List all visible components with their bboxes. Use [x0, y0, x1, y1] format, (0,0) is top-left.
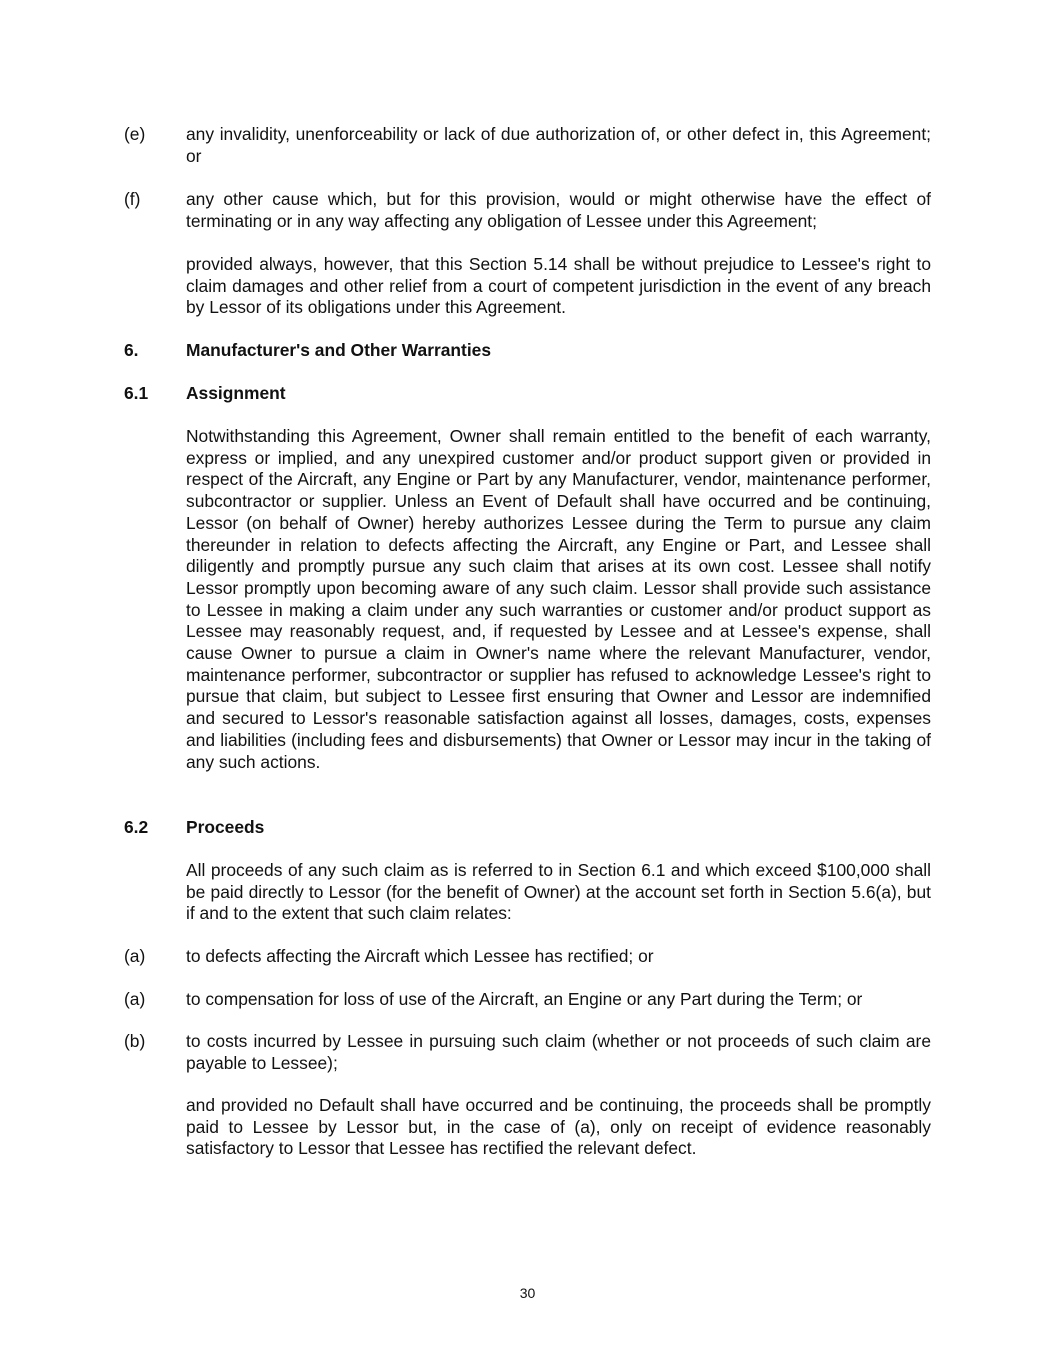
clause-f-label: (f): [124, 189, 141, 209]
proceeds-item-2: [124, 989, 931, 1011]
proceeds-item-3-label: (b): [124, 1031, 146, 1051]
proceeds-item-1-text: to defects affecting the Aircraft which Lessee has rectified; or: [186, 946, 654, 966]
page-number: 30: [519, 1285, 536, 1301]
clause-e-text: any invalidity, unenforceability or lack of due authorization of, or other defect in, this Agreement; or: [186, 124, 931, 166]
clause-f: [124, 189, 931, 232]
proceeds-closing-paragraph: and provided no Default shall have occurred and be continuing, the proceeds shall be promptly paid to Lessee by Lessor but, in the case of (a), only on receipt of evidence reasonably satisfactory to Lessor that Lessee has rectified the relevant defect.: [186, 1095, 931, 1159]
section-6-2-title: Proceeds: [186, 817, 265, 837]
proceeds-item-1-label: (a): [124, 946, 146, 966]
clause-e-label: (e): [124, 124, 146, 144]
clause-e: [124, 124, 931, 167]
proviso-paragraph: provided always, however, that this Section 5.14 shall be without prejudice to Lessee's right to claim damages and other relief from a court of competent jurisdiction in the event of any breach by Lessor of its obligations under this Agreement.: [186, 254, 931, 318]
section-6-heading: [124, 340, 931, 362]
section-6-number: 6.: [124, 340, 139, 360]
section-6-1-heading: [124, 383, 931, 405]
section-6-2-heading: [124, 817, 931, 839]
section-6-1-body: Notwithstanding this Agreement, Owner shall remain entitled to the benefit of each warranty, express or implied, and any unexpired customer and/or product support given or provided in respect of the Aircraft, any Engine or Part by any Manufacturer, vendor, maintenance performer, subcontractor or supplier. Unless an Event of Default shall have occurred and be continuing, Lessor (on behalf of Owner) hereby authorizes Lessee during the Term to pursue any claim thereunder in relation to defects affecting the Aircraft, any Engine or Part, and Lessee shall diligently and promptly pursue any such claim that arises at its own cost. Lessee shall notify Lessor promptly upon becoming aware of any such claim. Lessor shall provide such assistance to Lessee in making a claim under any such warranties or customer and/or product support as Lessee may reasonably request, and, if requested by Lessee and at Lessee's expense, shall cause Owner to pursue a claim in Owner's name where the relevant Manufacturer, vendor, maintenance performer, subcontractor or supplier has refused to acknowledge Lessee's right to pursue that claim, but subject to Lessee first ensuring that Owner and Lessor are indemnified and secured to Lessor's reasonable satisfaction against all losses, damages, costs, expenses and liabilities (including fees and disbursements) that Owner or Lessor may incur in the taking of any such actions.: [186, 426, 931, 772]
proceeds-item-3: [124, 1031, 931, 1074]
proceeds-item-1: [124, 946, 931, 968]
section-6-2-number: 6.2: [124, 817, 149, 837]
section-6-1-number: 6.1: [124, 383, 149, 403]
proceeds-item-2-label: (a): [124, 989, 146, 1009]
proceeds-item-3-text: to costs incurred by Lessee in pursuing such claim (whether or not proceeds of such claim are payable to Lessee);: [186, 1031, 931, 1073]
clause-f-text: any other cause which, but for this provision, would or might otherwise have the effect of terminating or in any way affecting any obligation of Lessee under this Agreement;: [186, 189, 931, 231]
section-6-1-title: Assignment: [186, 383, 286, 403]
section-6-title: Manufacturer's and Other Warranties: [186, 340, 491, 360]
proceeds-item-2-text: to compensation for loss of use of the Aircraft, an Engine or any Part during the Term; or: [186, 989, 863, 1009]
section-6-2-body: All proceeds of any such claim as is referred to in Section 6.1 and which exceed $100,000 shall be paid directly to Lessor (for the benefit of Owner) at the account set forth in Section 5.6(a), but if and to the extent that such claim relates:: [186, 860, 931, 924]
